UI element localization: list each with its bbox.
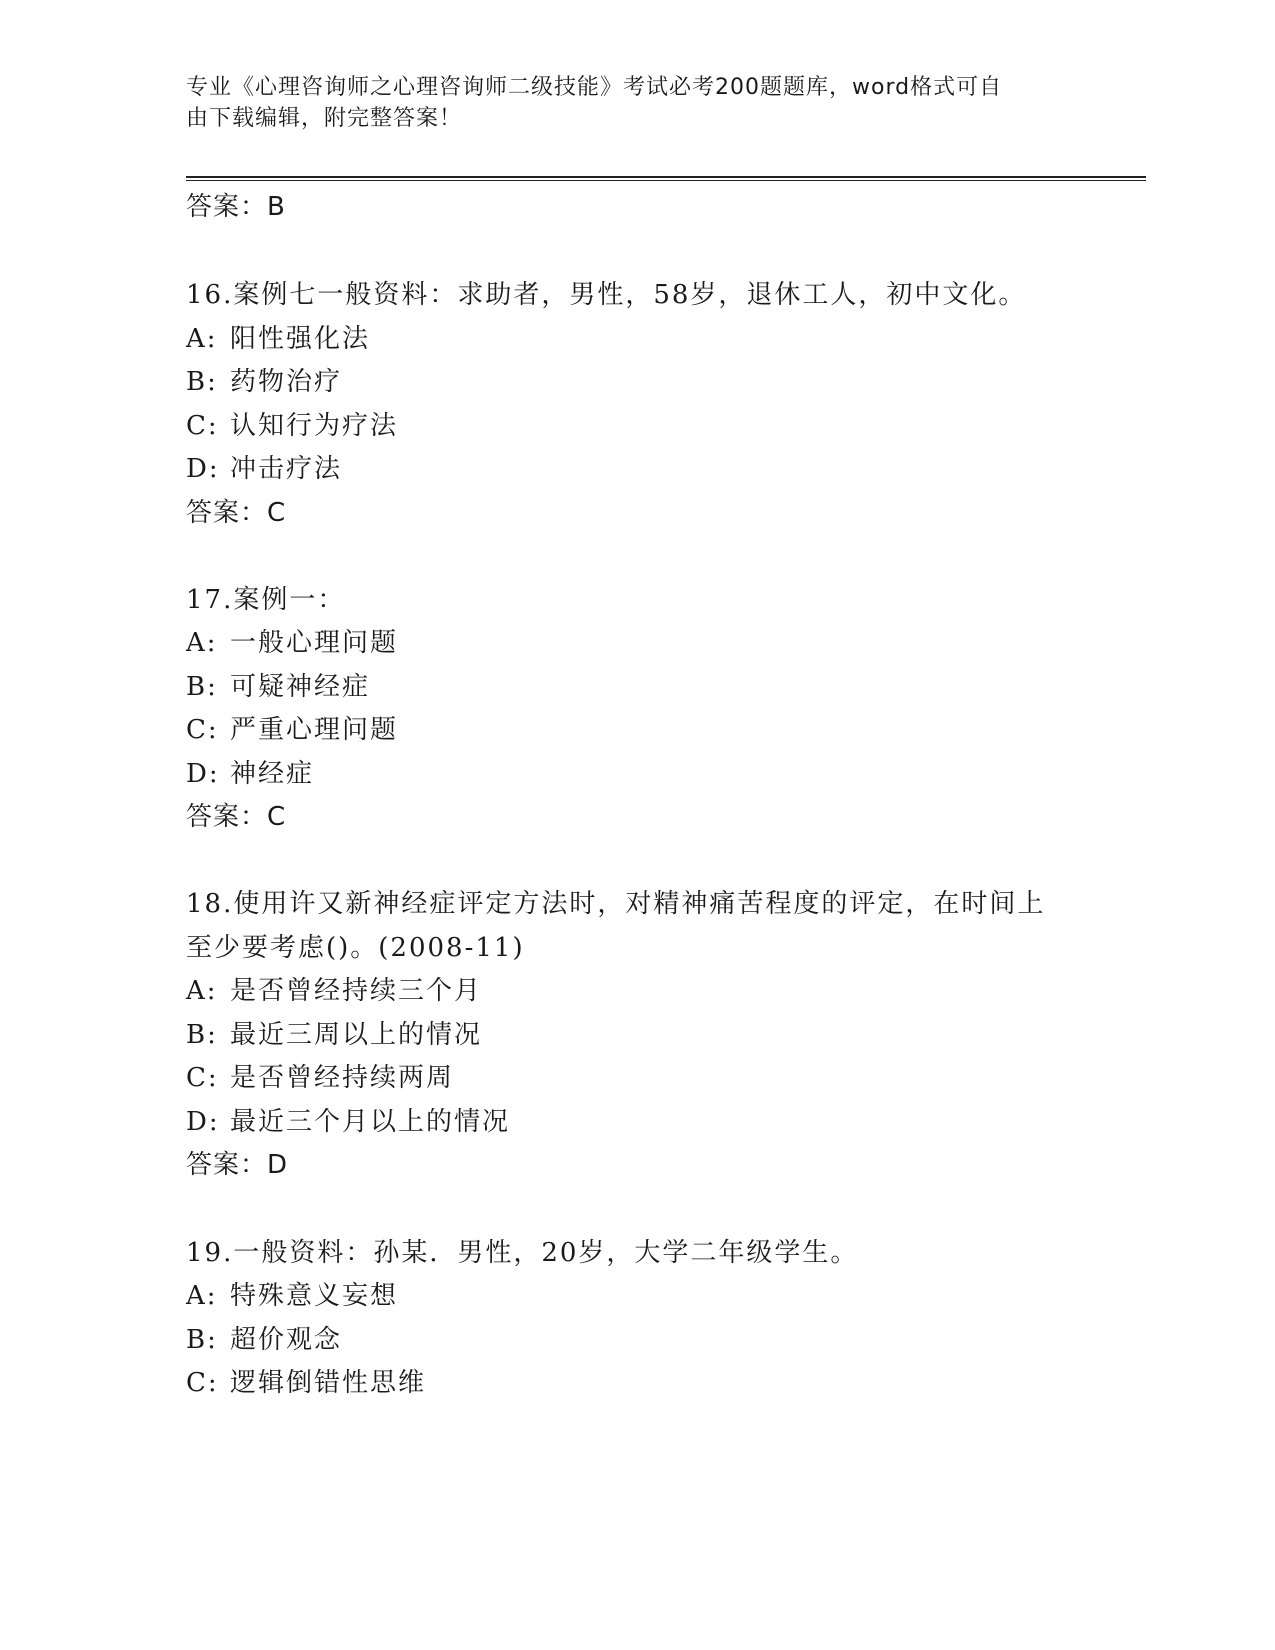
answer-line: 答案：B [186, 192, 286, 222]
option-a: A: 阳性强化法 [186, 324, 371, 354]
option-b: B: 超价观念 [186, 1325, 343, 1355]
option-c: C: 是否曾经持续两周 [186, 1063, 455, 1093]
option-b: B: 药物治疗 [186, 367, 343, 397]
option-c: C: 认知行为疗法 [186, 411, 399, 441]
option-b: B: 可疑神经症 [186, 672, 371, 702]
answer-line: 答案：C [186, 498, 287, 528]
option-a: A: 特殊意义妄想 [186, 1281, 399, 1311]
header-line-2: 由下载编辑，附完整答案！ [186, 106, 463, 131]
option-b: B: 最近三周以上的情况 [186, 1020, 483, 1050]
question-stem: 17.案例一： [186, 585, 346, 615]
option-d: D: 最近三个月以上的情况 [186, 1107, 511, 1137]
answer-line: 答案：C [186, 802, 287, 832]
option-d: D: 冲击疗法 [186, 454, 343, 484]
answer-line: 答案：D [186, 1150, 289, 1180]
option-c: C: 严重心理问题 [186, 715, 399, 745]
question-stem: 16.案例七一般资料：求助者，男性，58岁，退休工人，初中文化。 [186, 280, 1027, 310]
option-a: A: 一般心理问题 [186, 628, 399, 658]
option-c: C: 逻辑倒错性思维 [186, 1368, 427, 1398]
page-header [186, 72, 1066, 134]
option-d: D: 神经症 [186, 759, 315, 789]
header-line-1: 专业《心理咨询师之心理咨询师二级技能》考试必考200题题库，word格式可自 [186, 75, 1003, 100]
header-divider [186, 176, 1146, 181]
option-a: A: 是否曾经持续三个月 [186, 976, 483, 1006]
question-stem: 18.使用许又新神经症评定方法时，对精神痛苦程度的评定，在时间上 [186, 889, 1046, 919]
question-stem-continued: 至少要考虑()。(2008-11) [186, 933, 525, 963]
question-stem: 19.一般资料：孙某．男性，20岁，大学二年级学生。 [186, 1238, 859, 1268]
